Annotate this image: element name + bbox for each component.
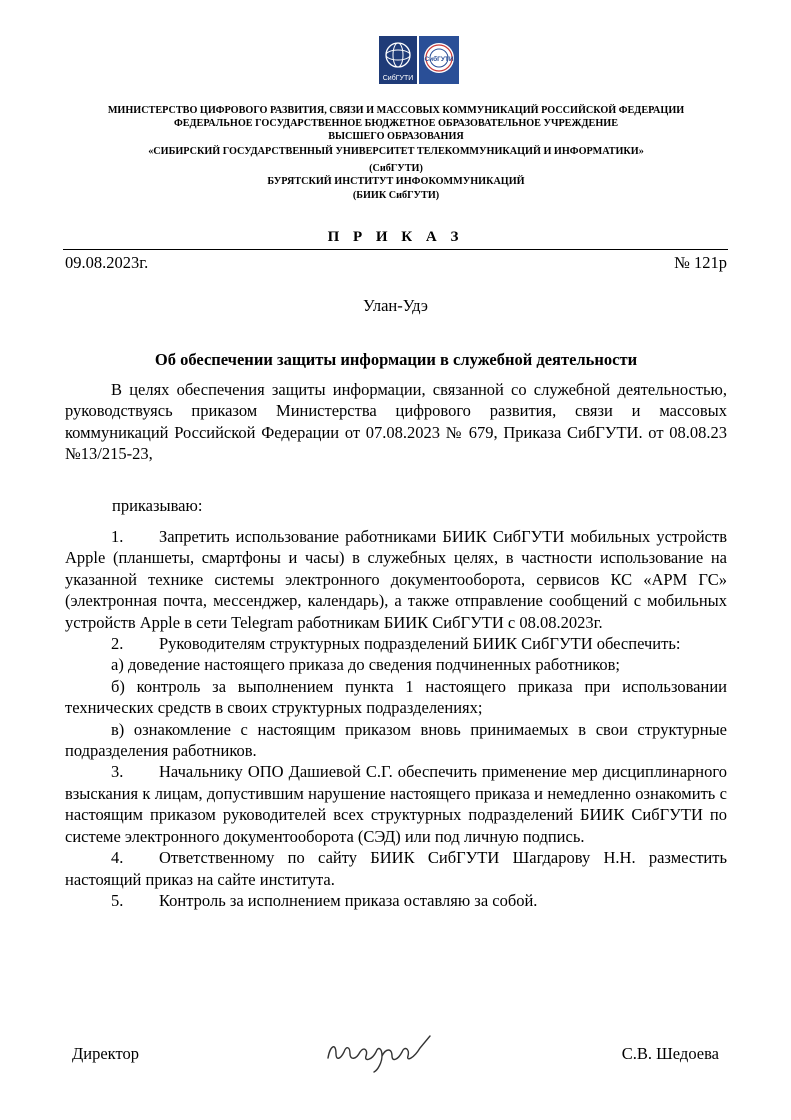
institution-header [60,105,732,203]
header-institute-abbr: (БИИК СибГУТИ) [352,189,440,201]
header-higher-ed: ВЫСШЕГО ОБРАЗОВАНИЯ [328,130,464,142]
order-item-4: 4. Ответственному по сайту БИИК СибГУТИ Шагдарову Н.Н. разместить настоящий приказ на сайте института. [65,848,727,889]
header-university-abbr: (СибГУТИ) [369,163,423,175]
svg-text:СибГУТИ: СибГУТИ [382,75,414,82]
order-word: приказываю: [112,496,203,515]
svg-text:СибГУТИ: СибГУТИ [424,56,454,63]
order-item-2: 2. Руководителям структурных подразделений БИИК СибГУТИ обеспечить: [111,634,681,654]
header-federal: ФЕДЕРАЛЬНОЕ ГОСУДАРСТВЕННОЕ БЮДЖЕТНОЕ ОБРАЗОВАТЕЛЬНОЕ УЧРЕЖДЕНИЕ [173,117,618,129]
header-university: «СИБИРСКИЙ ГОСУДАРСТВЕННЫЙ УНИВЕРСИТЕТ ТЕЛЕКОММУНИКАЦИЙ И ИНФОРМАТИКИ» [148,146,644,158]
header-ministry: МИНИСТЕРСТВО ЦИФРОВОГО РАЗВИТИЯ, СВЯЗИ И МАССОВЫХ КОММУНИКАЦИЙ РОССИЙСКОЙ ФЕДЕРАЦИИ [107,105,685,116]
signature-name: С.В. Шедоева [621,1044,719,1063]
header-divider [63,249,728,250]
header-institute: БУРЯТСКИЙ ИНСТИТУТ ИНФОКОММУНИКАЦИЙ [267,175,525,187]
order-item-1: 1. Запретить использование работниками БИИК СибГУТИ мобильных устройств Apple (планшеты, смартфоны и часы) в служебных целях, в частности использование на указанной технике системы электронного документооборота, сервисов КС «АРМ ГС» (электронная почта, мессенджер, календарь), а также отправление сообщений с мобильных устройств Apple в сети Telegram работникам БИИК СибГУТИ с 08.08.2023г. [65,527,727,632]
document-city: Улан-Удэ [363,296,428,315]
order-subitem-c: в) ознакомление с настоящим приказом вновь принимаемых в свои структурные подразделения работников. [65,719,727,761]
order-subitem-a: а) доведение настоящего приказа до сведения подчиненных работников; [111,655,621,675]
document-subject: Об обеспечении защиты информации в служебной деятельности [154,350,638,369]
order-subitem-b: б) контроль за выполнением пункта 1 настоящего приказа при использовании технических средств в своих структурных подразделениях; [65,676,727,718]
logo-emblem-left [379,36,417,84]
order-item-5: 5. Контроль за исполнением приказа оставляю за собой. [111,890,538,910]
document-number: № 121р [674,253,727,272]
sibguti-logo [379,36,461,86]
signature-position: Директор [72,1044,139,1063]
document-type-title: П Р И К А З [327,229,464,245]
order-items [65,526,727,911]
handwritten-signature [322,1026,442,1076]
logo-emblem-right [419,36,459,84]
order-item-3: 3. Начальнику ОПО Дашиевой С.Г. обеспечить применение мер дисциплинарного взыскания к лицам, допустившим нарушение настоящего приказа и немедленно ознакомить с настоящим приказом руководителей всех структурных подразделений БИИК СибГУТИ по системе электронного документооборота (СЭД) или под личную подпись. [65,762,727,846]
intro-paragraph: В целях обеспечения защиты информации, связанной со служебной деятельностью, руководствуясь приказом Министерства цифрового развития, связи и массовых коммуникаций Российской Федерации от 07.08.2023 № 679, Приказа СибГУТИ. от 08.08.23 №13/215-23, [65,380,727,464]
document-date: 09.08.2023г. [65,253,149,272]
